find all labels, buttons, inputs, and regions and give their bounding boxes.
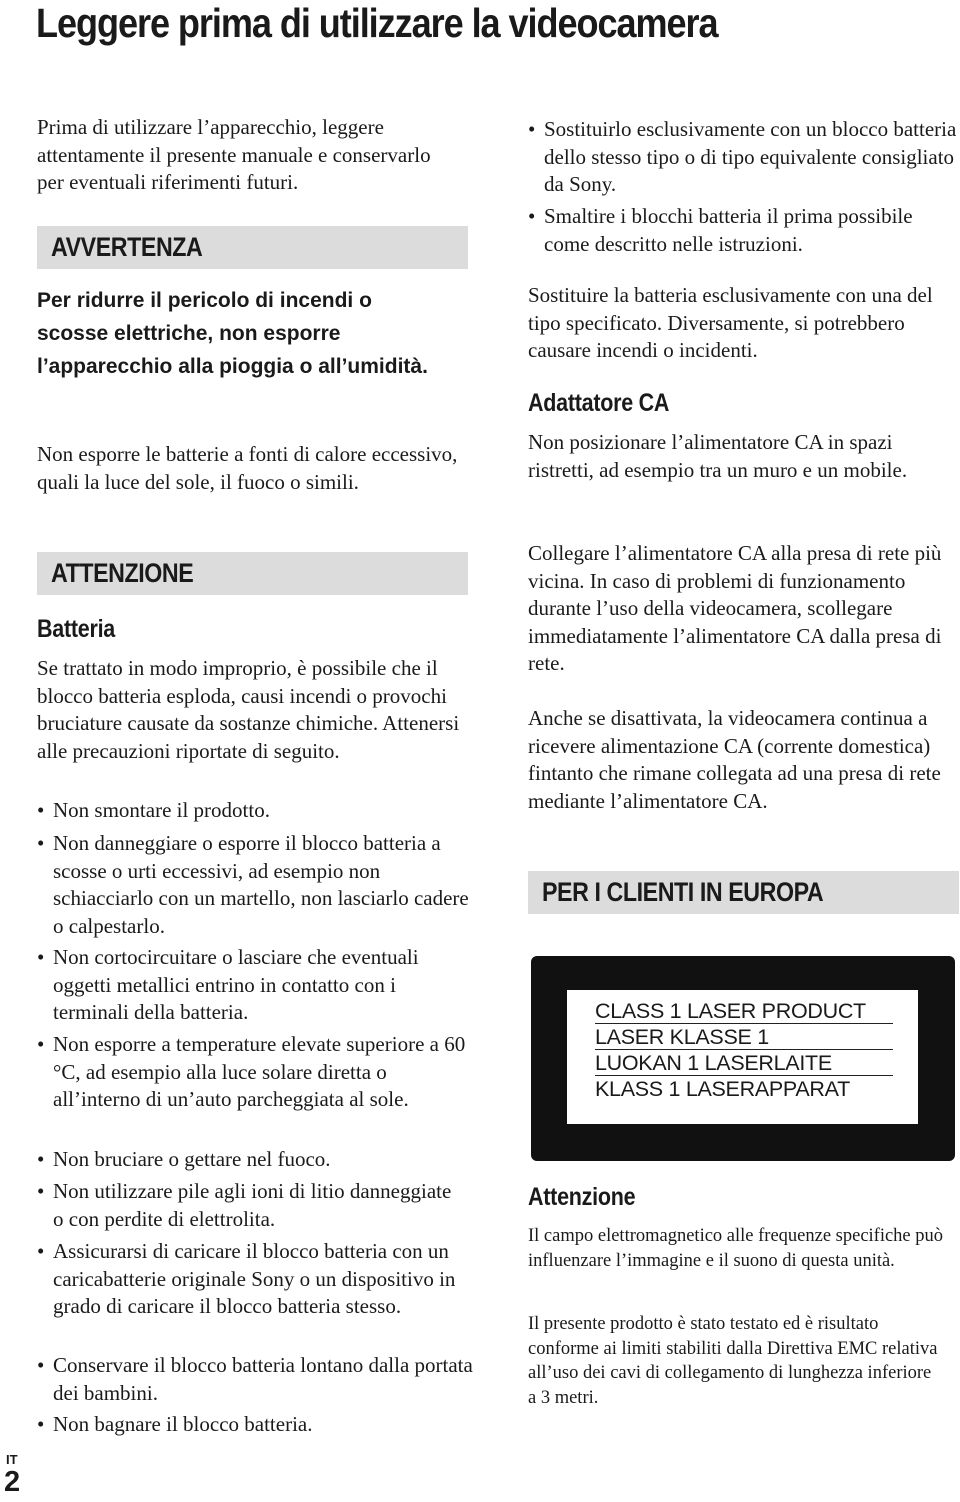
language-tag: IT — [6, 1452, 18, 1467]
attenzione-banner — [37, 552, 468, 595]
collegare-paragraph: Collegare l’alimentatore CA alla presa di rete più vicina. In caso di problemi di funzionamento durante l’uso della videocamera, scollegare immediatamente l’alimentatore CA dalla presa di rete. — [528, 541, 942, 675]
replace-battery-paragraph: Sostituire la batteria esclusivamente con una del tipo specificato. Diversamente, si potrebbero causare incendi o incidenti. — [528, 283, 933, 362]
laser-product-label — [531, 956, 955, 1161]
disattivata-paragraph: Anche se disattivata, la videocamera continua a ricevere alimentazione CA (corrente domestica) fintanto che rimane collegata ad una presa di rete mediante l’alimentatore CA. — [528, 706, 941, 813]
battery-bullet: • Non esporre a temperature elevate superiore a 60 °C, ad esempio alla luce solare diretta o all’interno di un’auto parcheggiata al sole. — [37, 1031, 473, 1114]
battery-bullet: • Sostituirlo esclusivamente con un blocco batteria dello stesso tipo o di tipo equivalente consigliato da Sony. — [528, 116, 959, 199]
batteria-heading: Batteria — [37, 615, 116, 643]
heat-warning-paragraph: Non esporre le batterie a fonti di calore eccessivo, quali la luce del sole, il fuoco o simili. — [37, 442, 458, 494]
avvertenza-heading: AVVERTENZA — [51, 232, 203, 262]
intro-paragraph: Prima di utilizzare l’apparecchio, leggere attentamente il presente manuale e conservarlo per eventuali riferimenti futuri. — [37, 115, 431, 194]
adattatore-paragraph: Non posizionare l’alimentatore CA in spazi ristretti, ad esempio tra un muro e un mobile. — [528, 430, 908, 482]
emf-paragraph: Il campo elettromagnetico alle frequenze specifiche può influenzare l’immagine e il suono di questa unità. — [528, 1226, 944, 1271]
page-title: Leggere prima di utilizzare la videocamera — [36, 0, 718, 46]
laser-label-line: LUOKAN 1 LASERLAITE — [595, 1051, 893, 1076]
laser-label-line: KLASS 1 LASERAPPARAT — [595, 1077, 850, 1101]
battery-bullet: • Non utilizzare pile agli ioni di litio danneggiate o con perdite di elettrolita. — [37, 1178, 463, 1233]
laser-label-line: LASER KLASSE 1 — [595, 1025, 893, 1050]
avvertenza-text: Per ridurre il pericolo di incendi o scosse elettriche, non esporre l’apparecchio alla pioggia o all’umidità. — [37, 289, 428, 378]
battery-bullet: • Conservare il blocco batteria lontano dalla portata dei bambini. — [37, 1352, 478, 1407]
battery-bullet: • Assicurarsi di caricare il blocco batteria con un caricabatterie originale Sony o un dispositivo in grado di caricare il blocco batteria stesso. — [37, 1238, 473, 1321]
battery-bullet: • Non cortocircuitare o lasciare che eventuali oggetti metallici entrino in contatto con i terminali della batteria. — [37, 944, 473, 1027]
avvertenza-banner — [37, 226, 468, 269]
attenzione-heading: ATTENZIONE — [51, 558, 194, 588]
emc-paragraph: Il presente prodotto è stato testato ed è risultato conforme ai limiti stabiliti dalla Direttiva EMC relativa all’uso dei cavi di collegamento di lunghezza inferiore a 3 metri. — [528, 1314, 938, 1408]
battery-bullet: • Non smontare il prodotto. — [37, 797, 473, 825]
europa-heading: PER I CLIENTI IN EUROPA — [542, 877, 824, 907]
laser-label-line: CLASS 1 LASER PRODUCT — [595, 999, 893, 1024]
batteria-paragraph: Se trattato in modo improprio, è possibile che il blocco batteria esploda, causi incendi o provochi bruciature causate da sostanze chimiche. Attenersi alle precauzioni riportate di seguito. — [37, 656, 460, 763]
battery-bullet: • Non bruciare o gettare nel fuoco. — [37, 1146, 473, 1174]
battery-bullet: • Smaltire i blocchi batteria il prima possibile come descritto nelle istruzioni. — [528, 203, 959, 258]
europa-banner — [528, 871, 959, 914]
laser-label-panel — [567, 990, 918, 1124]
battery-bullet: • Non danneggiare o esporre il blocco batteria a scosse o urti eccessivi, ad esempio non schiacciarlo con un martello, non lasciarlo cadere o calpestarlo. — [37, 830, 473, 940]
battery-bullet: • Non bagnare il blocco batteria. — [37, 1411, 473, 1439]
page-number: 2 — [4, 1466, 21, 1498]
adattatore-heading: Adattatore CA — [528, 389, 670, 417]
attenzione-subheading: Attenzione — [528, 1183, 636, 1211]
